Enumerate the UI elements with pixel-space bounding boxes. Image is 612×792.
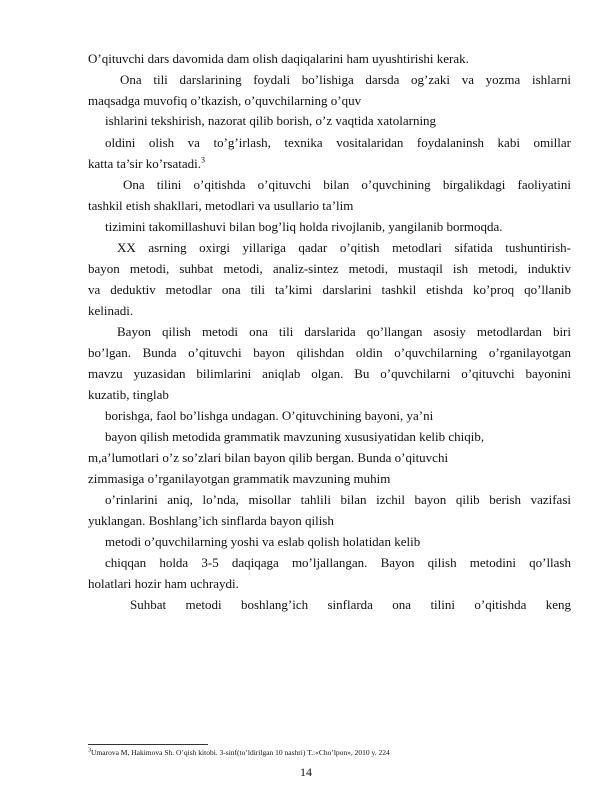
text-line: Suhbat metodi boshlang’ich sinflarda ona tilini o’qitishda keng: [130, 597, 571, 612]
text-line: metodi o’quvchilarning yoshi va eslab qolish holatidan kelib: [105, 534, 421, 549]
text-line: bo’lgan. Bunda o’qituvchi bayon qilishdan oldin o’quvchilarning o’rganilayotgan: [88, 345, 571, 360]
text-line: va deduktiv metodlar ona tili ta’kimi darslarini tashkil etishda ko’proq qo’llanib: [88, 282, 571, 297]
text-line: maqsadga muvofiq o’tkazish, o’quvchilarning o’quv: [88, 93, 362, 108]
text-line: tizimini takomillashuvi bilan bog’liq holda rivojlanib, yangilanib bormoqda.: [105, 219, 503, 234]
text-line: ishlarini tekshirish, nazorat qilib borish, o’z vaqtida xatolarning: [105, 113, 437, 128]
text-line: Ona tilini o’qitishda o’qituvchi bilan o’quvchining birgalikdagi faoliyatini: [123, 177, 571, 192]
page-number: 14: [300, 765, 312, 779]
text-line: chiqqan holda 3-5 daqiqaga mo’ljallangan. Bayon qilish metodini qo’llash: [105, 555, 571, 570]
footnote-reference: 3: [201, 155, 205, 165]
footnote: [88, 748, 390, 758]
footnote-divider: [88, 744, 208, 745]
text-line: tashkil etish shakllari, metodlari va usullario ta’lim: [88, 198, 354, 213]
text-line: kelinadi.: [88, 303, 134, 318]
text-line: holatlari hozir ham uchraydi.: [88, 576, 239, 591]
text-line: zimmasiga o’rganilayotgan grammatik mavzuning muhim: [88, 471, 391, 486]
text-line: yuklangan. Boshlang’ich sinflarda bayon qilish: [88, 513, 334, 528]
text-line: oldini olish va to’g’irlash, texnika vositalaridan foydalaninsh kabi omillar: [105, 135, 571, 150]
footnote-text: Umarova M, Hakimova Sh. O’qish kitobi. 3-sinf(to’ldirilgan 10 nashri) T.:«Cho’lpon», 2010 y. 224: [91, 748, 390, 757]
text-line: Bayon qilish metodi ona tili darslarida qo’llangan asosiy metodlardan biri: [117, 324, 571, 339]
text-line: bayon qilish metodida grammatik mavzuning xususiyatidan kelib chiqib,: [105, 429, 485, 444]
text-line: XX asrning oxirgi yillariga qadar o’qitish metodlari sifatida tushuntirish-: [117, 240, 571, 255]
text-line: O’qituvchi dars davomida dam olish daqiqalarini ham uyushtirishi kerak.: [88, 51, 469, 66]
text-line: borishga, faol bo’lishga undagan. O’qituvchining bayoni, ya’ni: [105, 408, 434, 423]
text-line: o’rinlarini aniq, lo’nda, misollar tahlili bilan izchil bayon qilib berish vazifasi: [105, 492, 571, 507]
text-line: kuzatib, tinglab: [88, 387, 169, 402]
text-line: Ona tili darslarining foydali bo’lishiga darsda og’zaki va yozma ishlarni: [120, 72, 571, 87]
footnote-mark: 3: [88, 747, 91, 754]
text-line: m,a’lumotlari o’z so’zlari bilan bayon qilib bergan. Bunda o’qituvchi: [88, 450, 449, 465]
text-line: bayon metodi, suhbat metodi, analiz-sintez metodi, mustaqil ish metodi, induktiv: [88, 261, 571, 276]
text-line: katta ta’sir ko’rsatadi.$^3$: [88, 155, 205, 171]
text-line: mavzu yuzasidan bilimlarini aniqlab olgan. Bu o’quvchilarni o’qituvchi bayonini: [88, 366, 571, 381]
